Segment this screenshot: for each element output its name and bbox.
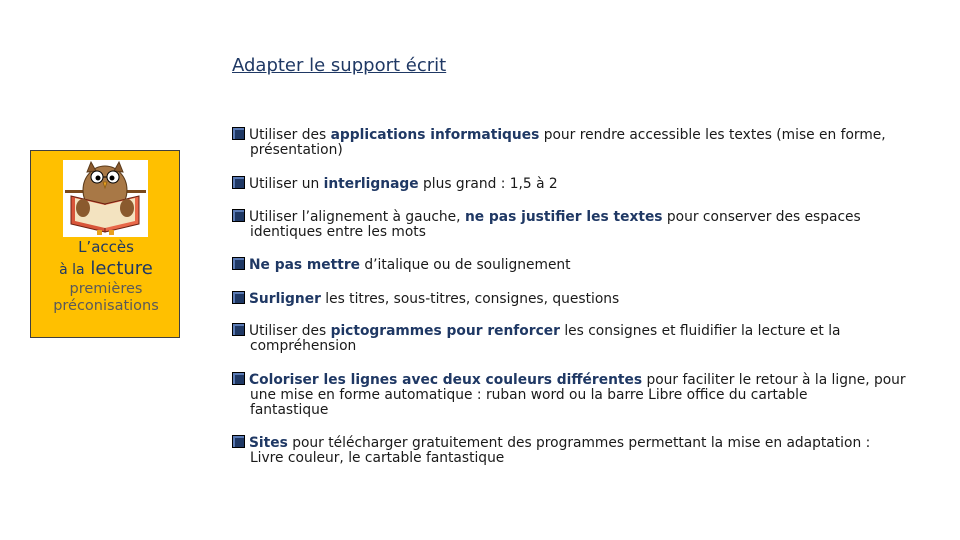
bullet-text: plus grand : 1,5 à 2 xyxy=(418,176,558,192)
bullet-text: d’italique ou de soulignement xyxy=(360,257,571,273)
bullet-first-line xyxy=(232,126,922,143)
sidebar-line-recommendations: préconisations xyxy=(53,298,159,314)
bullet-text: Utiliser des xyxy=(249,127,331,143)
bullet-emphasis: Surligner xyxy=(249,291,321,307)
sidebar-panel xyxy=(30,150,180,338)
bullet-first-line xyxy=(232,256,922,273)
bullet-text: pour télécharger gratuitement des programmes permettant la mise en adaptation : xyxy=(287,435,871,451)
bullet-emphasis: applications informatiques xyxy=(330,127,540,143)
sidebar-line-reading xyxy=(31,260,181,278)
bullet-emphasis: Coloriser les lignes avec deux couleurs différentes xyxy=(249,372,643,388)
bullet-text: les titres, sous-titres, consignes, questions xyxy=(320,291,620,307)
bullet-first-line xyxy=(232,434,922,451)
bullet-text: Utiliser des xyxy=(249,323,331,339)
bullet-emphasis: ne pas justifier les textes xyxy=(464,209,663,225)
checkbox-bullet-icon xyxy=(232,291,245,304)
bullet-continuation-line: une mise en forme automatique : ruban word ou la barre Libre office du cartable xyxy=(250,387,808,403)
sidebar-line-access: L’accès xyxy=(78,238,134,256)
bullet-item xyxy=(232,208,922,240)
sidebar-line-reading-prefix: à la xyxy=(59,262,85,278)
bullet-item xyxy=(232,175,922,192)
bullet-emphasis: Sites xyxy=(249,435,288,451)
bullet-first-line xyxy=(232,208,922,225)
bullet-first-line xyxy=(232,175,922,192)
bullet-first-line xyxy=(232,290,922,307)
bullet-first-line xyxy=(232,322,922,339)
bullet-text: pour conserver des espaces xyxy=(662,209,861,225)
bullet-first-line xyxy=(232,371,922,388)
bullet-emphasis: Ne pas mettre xyxy=(249,257,360,273)
checkbox-bullet-icon xyxy=(232,176,245,189)
page-title: Adapter le support écrit xyxy=(232,55,447,76)
bullet-text: pour faciliter le retour à la ligne, pour xyxy=(642,372,906,388)
checkbox-bullet-icon xyxy=(232,209,245,222)
bullet-item xyxy=(232,256,922,273)
bullet-emphasis: interlignage xyxy=(323,176,419,192)
bullet-continuation-line: Livre couleur, le cartable fantastique xyxy=(250,450,505,466)
checkbox-bullet-icon xyxy=(232,435,245,448)
owl-reading-book-icon xyxy=(63,160,148,237)
bullet-continuation-line: fantastique xyxy=(250,402,329,418)
bullet-continuation-line: identiques entre les mots xyxy=(250,224,426,240)
sidebar-line-reading-main: lecture xyxy=(90,258,153,279)
sidebar-line-first: premières xyxy=(69,281,143,297)
bullet-emphasis: pictogrammes pour renforcer xyxy=(330,323,560,339)
bullet-text: Utiliser un xyxy=(249,176,324,192)
bullet-text: les consignes et fluidifier la lecture et la xyxy=(559,323,841,339)
bullet-item xyxy=(232,322,922,354)
bullet-text: pour rendre accessible les textes (mise en forme, xyxy=(539,127,886,143)
bullet-item xyxy=(232,126,922,158)
bullet-continuation-line: compréhension xyxy=(250,338,357,354)
bullet-item xyxy=(232,290,922,307)
checkbox-bullet-icon xyxy=(232,127,245,140)
bullet-text: Utiliser l’alignement à gauche, xyxy=(249,209,465,225)
checkbox-bullet-icon xyxy=(232,372,245,385)
bullet-item xyxy=(232,434,922,466)
bullet-item xyxy=(232,371,922,418)
checkbox-bullet-icon xyxy=(232,257,245,270)
bullet-continuation-line: présentation) xyxy=(250,142,343,158)
checkbox-bullet-icon xyxy=(232,323,245,336)
